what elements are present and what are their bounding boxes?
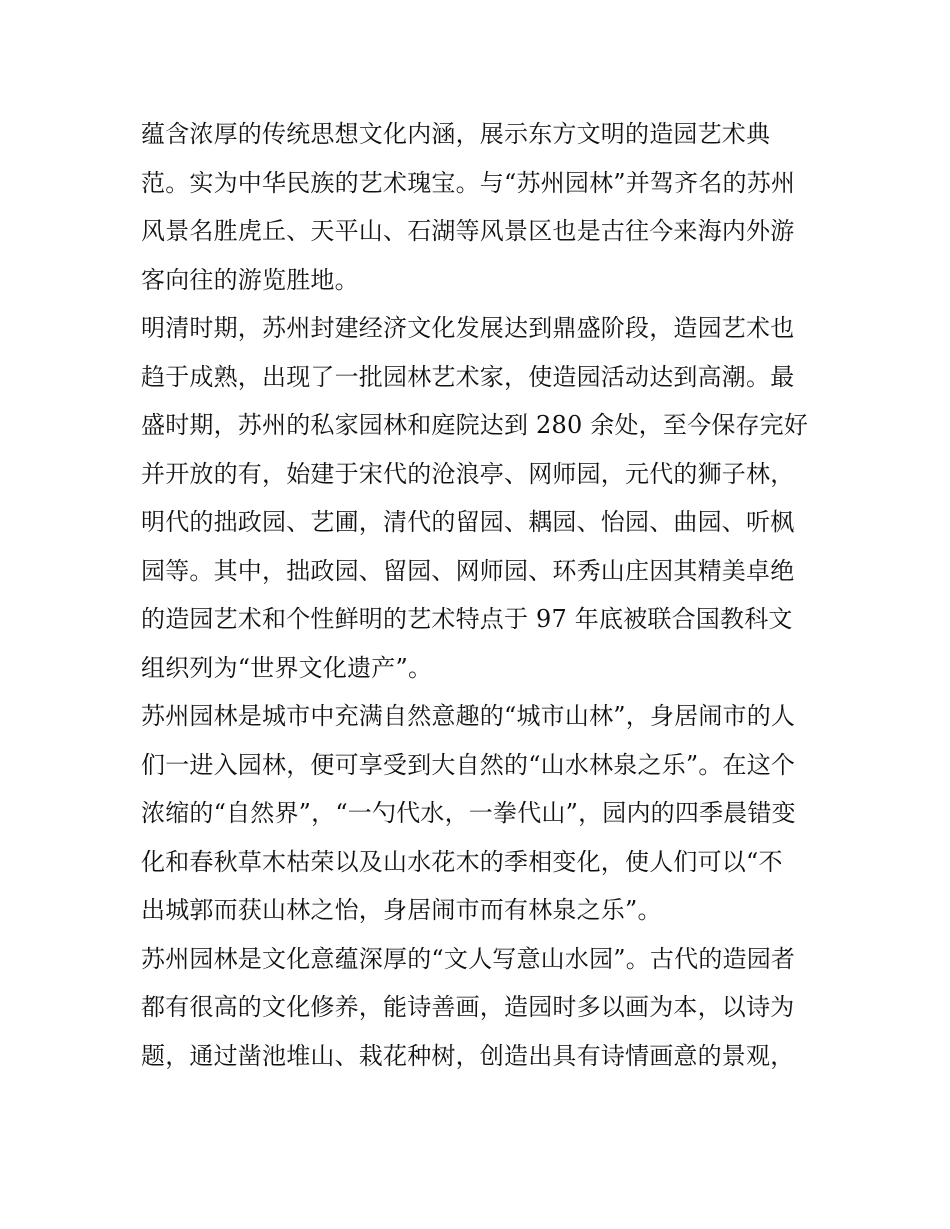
text-line: 明清时期，苏州封建经济文化发展达到鼎盛阶段，造园艺术也: [141, 314, 795, 342]
text-line: 都有很高的文化修养，能诗善画，造园时多以画为本，以诗为: [141, 993, 795, 1021]
text-line: 出城郭而获山林之怡，身居闹市而有林泉之乐”。: [141, 896, 662, 924]
text-line: 明代的拙政园、艺圃，清代的留园、耦园、怡园、曲园、听枫: [141, 508, 795, 536]
text-line: 化和春秋草木枯荣以及山水花木的季相变化，使人们可以“不: [141, 847, 783, 876]
text-line: 风景名胜虎丘、天平山、石湖等风景区也是古往今来海内外游: [141, 217, 795, 245]
paragraph-4: [141, 935, 813, 1081]
text-line: 趋于成熟，出现了一批园林艺术家，使造园活动达到高潮。最: [141, 362, 795, 391]
text-line: 浓缩的“自然界”，“一勺代水，一拳代山”，园内的四季晨错变: [141, 799, 796, 827]
text-line: 苏州园林是城市中充满自然意趣的“城市山林”，身居闹市的人: [141, 702, 796, 730]
paragraph-3: [141, 692, 813, 935]
text-line: 组织列为“世界文化遗产”。: [141, 653, 433, 682]
text-line: 苏州园林是文化意蕴深厚的“文人写意山水园”。古代的造园者: [141, 944, 796, 973]
text-line: 蕴含浓厚的传统思想文化内涵，展示东方文明的造园艺术典: [141, 120, 771, 148]
text-line: 并开放的有，始建于宋代的沧浪亭、网师园，元代的狮子林，: [141, 459, 795, 488]
text-line: 的造园艺术和个性鲜明的艺术特点于 97 年底被联合国教科文: [141, 605, 793, 633]
text-line: 题，通过凿池堆山、栽花种树，创造出具有诗情画意的景观，: [141, 1041, 795, 1070]
text-line: 客向往的游览胜地。: [141, 265, 359, 294]
text-line: 园等。其中，拙政园、留园、网师园、环秀山庄因其精美卓绝: [141, 556, 795, 585]
text-line: 们一进入园林，便可享受到大自然的“山水林泉之乐”。在这个: [141, 750, 796, 779]
paragraph-1: [141, 110, 813, 304]
text-line: 范。实为中华民族的艺术瑰宝。与“苏州园林”并驾齐名的苏州: [141, 168, 796, 197]
paragraph-2: [141, 304, 813, 692]
document-body: [141, 110, 813, 1080]
text-line: 盛时期，苏州的私家园林和庭院达到 280 余处，至今保存完好: [141, 411, 809, 439]
